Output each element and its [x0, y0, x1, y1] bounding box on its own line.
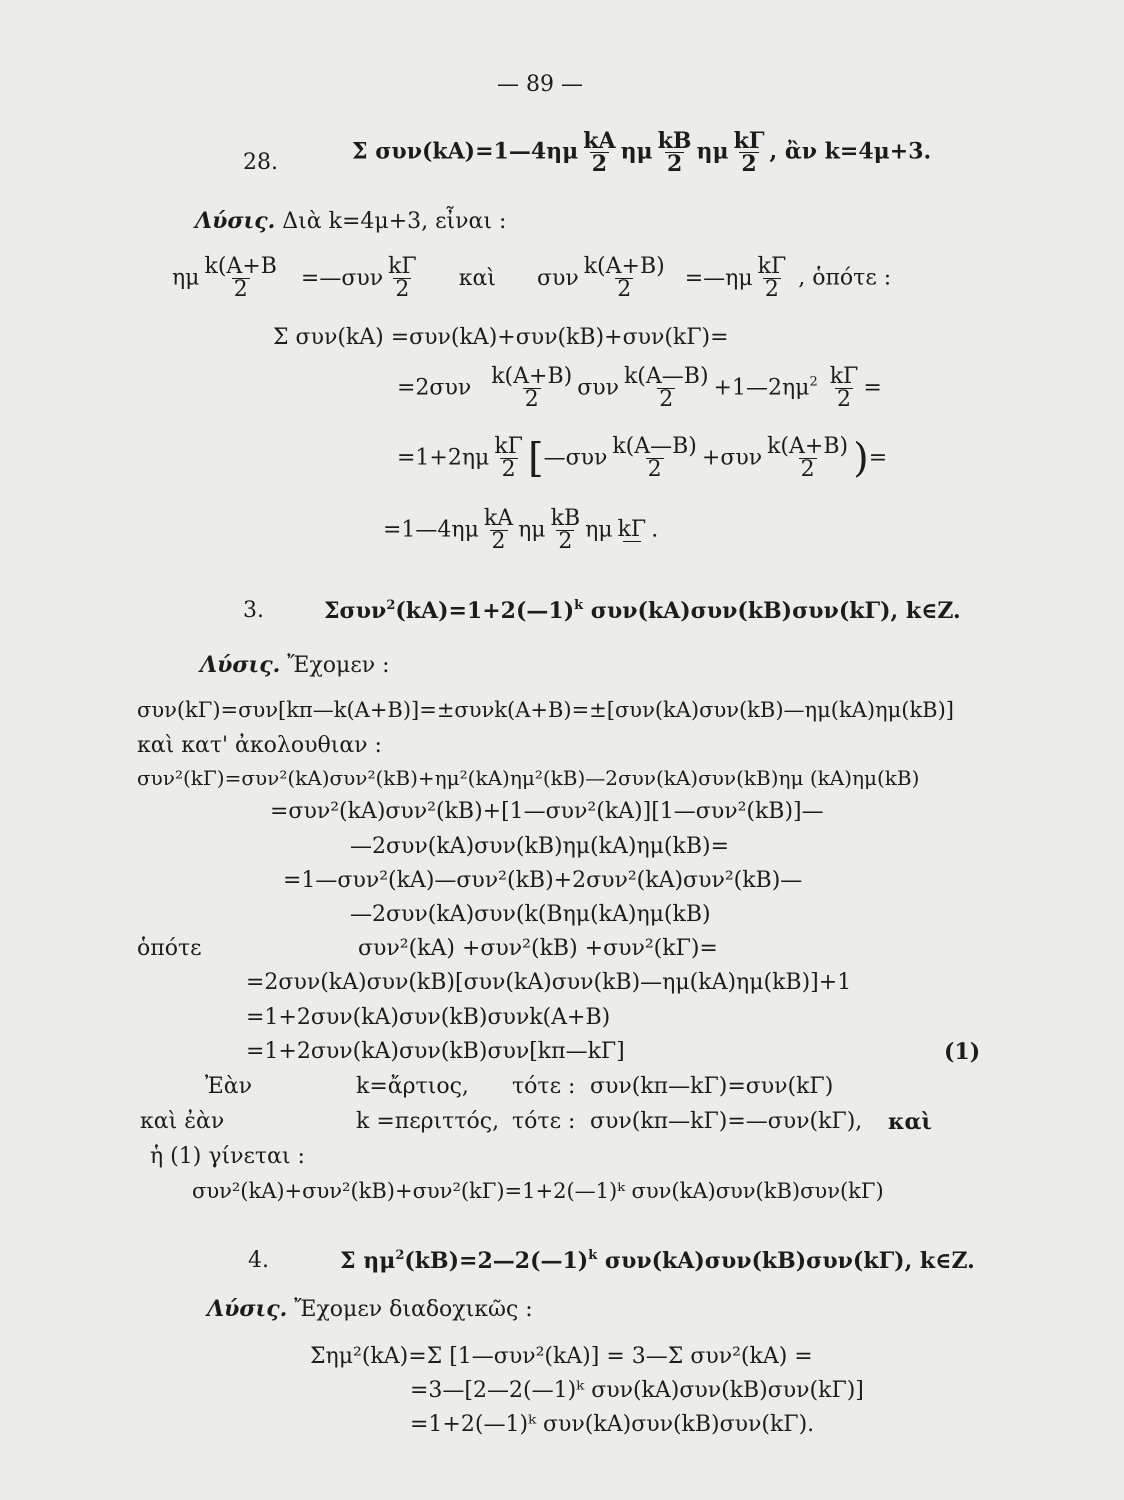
equation-tag: (1) — [944, 1039, 981, 1065]
fraction: $\frac{kB}{2}$ — [550, 506, 581, 554]
exponent: 2 — [395, 1248, 405, 1263]
solution-4-text: Ἔχομεν διαδοχικῶς : — [294, 1297, 533, 1322]
term: ημ — [172, 265, 200, 291]
term: . — [651, 517, 659, 543]
fraction: $\frac{k(A+B)}{2}$ — [491, 364, 573, 412]
solution-28-line-1 — [172, 256, 891, 301]
term: =1+2ημ — [397, 445, 490, 471]
term: καὶ — [458, 265, 496, 291]
fraction: $\frac{kA}{2}$ — [483, 506, 514, 554]
solution-28-line-2 — [397, 366, 882, 411]
solution-4-line-3: =1+2(—1)ᵏ συν(kA)συν(kB)συν(kΓ). — [410, 1412, 815, 1437]
solution-3-line-1: συν(kΓ)=συν[kπ—k(A+B)]=±συνk(A+B)=±[συν(kA)συν(kB)—ημ(kA)ημ(kB)] — [137, 698, 955, 722]
solution-3-line-13a: καὶ ἐὰν — [140, 1109, 225, 1134]
solution-28-line-3 — [397, 436, 887, 481]
solution-3-line-11: =1+2συν(kA)συν(kB)συν[kπ—kΓ] — [246, 1039, 625, 1064]
problem-28-tail: , ἂν k=4μ+3. — [769, 138, 932, 165]
solution-3-line-4: =συν²(kA)συν²(kB)+[1—συν²(kA)][1—συν²(kB)]— — [270, 799, 824, 824]
solution-label: Λύσις. — [195, 208, 276, 234]
problem-28-lhs: Σ συν(kA)=1—4ημ — [352, 138, 579, 165]
problem-3-statement — [324, 598, 961, 624]
fraction: $\frac{k\Gamma}{2}$ — [829, 364, 859, 412]
solution-3-line-15: συν²(kA)+συν²(kB)+συν²(kΓ)=1+2(—1)ᵏ συν(kA)συν(kB)συν(kΓ) — [192, 1179, 884, 1203]
solution-3-line-2: καὶ κατ' ἀκολουθιαν : — [137, 733, 382, 758]
solution-28-sum: Σ συν(kA) =συν(kA)+συν(kB)+συν(kΓ)= — [273, 325, 729, 350]
solution-3-line-6: =1—συν²(kA)—συν²(kB)+2συν²(kA)συν²(kB)— — [283, 868, 803, 893]
solution-3-line-13c: τότε : — [512, 1109, 576, 1134]
term: = — [863, 375, 882, 401]
solution-3-line-13d: συν(kπ—kΓ)=—συν(kΓ), — [590, 1109, 863, 1134]
solution-3-line-7: —2συν(kA)συν(k(Bημ(kA)ημ(kB) — [350, 902, 711, 927]
exponent: 2 — [386, 598, 396, 613]
solution-3-line-13e: καὶ — [888, 1109, 933, 1135]
solution-4-line-1: Σημ²(kA)=Σ [1—συν²(kA)] = 3—Σ συν²(kA) = — [310, 1344, 813, 1369]
fraction: $\frac{k\Gamma}{2}$ — [494, 434, 523, 482]
term: συν(kA)συν(kB)συν(kΓ), k∈Z. — [597, 1248, 975, 1274]
term: —συν — [543, 445, 608, 471]
page-number: — 89 — — [497, 72, 583, 97]
term: = — [868, 445, 888, 471]
term: συν — [577, 375, 619, 401]
term: (kB)=2—2(—1) — [404, 1248, 589, 1274]
solution-3-line-14: ἡ (1) γίνεται : — [150, 1144, 305, 1169]
solution-3-text: Ἔχομεν : — [287, 653, 390, 678]
term: ημ — [585, 517, 613, 543]
solution-3-line-13b: k =περιττός, — [356, 1109, 500, 1134]
solution-3-line-12c: τότε : — [512, 1074, 576, 1099]
term: +1—2ημ — [713, 375, 810, 401]
term: Σσυν — [324, 598, 387, 624]
solution-3-line-12 — [205, 1074, 252, 1100]
solution-4-line-2: =3—[2—2(—1)ᵏ συν(kA)συν(kB)συν(kΓ)] — [410, 1378, 864, 1403]
problem-4-statement — [340, 1248, 975, 1274]
solution-28-line-4 — [383, 508, 658, 553]
bracket: [ — [527, 435, 544, 482]
fraction: $\frac{k(A+B)}{2}$ — [583, 254, 665, 302]
term: , ὁπότε : — [798, 265, 892, 291]
term: =—ημ — [684, 265, 753, 291]
solution-4-intro — [207, 1296, 533, 1323]
fraction: kΓ — [617, 517, 647, 542]
exponent: k — [588, 1248, 598, 1263]
problem-28-number: 28. — [243, 150, 278, 175]
term: Σ ημ — [340, 1248, 396, 1274]
fraction: $\frac{k\Gamma}{2}$ — [757, 254, 787, 302]
term: ημ — [518, 517, 546, 543]
exponent: k — [574, 598, 584, 613]
solution-3-line-9: =2συν(kA)συν(kB)[συν(kA)συν(kB)—ημ(kA)ημ(kB)]+1 — [246, 970, 852, 995]
solution-3-line-5: —2συν(kA)συν(kB)ημ(kA)ημ(kB)= — [350, 834, 730, 859]
problem-28-statement — [352, 130, 931, 175]
term: =1—4ημ — [383, 517, 479, 543]
solution-3-line-8: συν²(kA) +συν²(kB) +συν²(kΓ)= — [358, 936, 718, 961]
solution-28-text: Διὰ k=4μ+3, εἶναι : — [282, 209, 507, 234]
fraction: $\frac{k\Gamma}{2}$ — [733, 128, 765, 177]
term: =2συν — [397, 375, 472, 401]
fraction: $\frac{k(A—B)}{2}$ — [612, 434, 697, 482]
problem-4-number: 4. — [248, 1248, 269, 1273]
solution-label: Λύσις. — [200, 652, 281, 678]
problem-3-number: 3. — [243, 598, 264, 623]
problem-28-term: ημ — [620, 138, 653, 165]
term: (kA)=1+2(—1) — [395, 598, 575, 624]
solution-label: Λύσις. — [207, 1296, 288, 1322]
fraction: $\frac{k\Gamma}{2}$ — [388, 254, 417, 302]
fraction: $\frac{k(A—B)}{2}$ — [623, 364, 709, 412]
bracket: ) — [853, 435, 869, 482]
term: +συν — [701, 445, 763, 471]
solution-3-line-12d: συν(kπ—kΓ)=συν(kΓ) — [590, 1074, 834, 1099]
exponent: 2 — [809, 374, 818, 390]
solution-3-intro — [200, 652, 390, 679]
fraction: $\frac{k(A+B}{2}$ — [204, 254, 277, 302]
solution-28-intro — [195, 208, 506, 235]
fraction: $\frac{kB}{2}$ — [657, 128, 692, 177]
term: συν(kA)συν(kB)συν(kΓ), k∈Z. — [583, 598, 961, 624]
fraction: $\frac{kA}{2}$ — [583, 128, 616, 177]
term: Ἐὰν — [205, 1074, 252, 1099]
solution-3-line-12b: k=ἄρτιος, — [356, 1074, 469, 1099]
solution-3-opote: ὁπότε — [137, 936, 202, 961]
term: =—συν — [300, 265, 384, 291]
fraction: $\frac{k(A+B)}{2}$ — [767, 434, 849, 482]
solution-3-line-3: συν²(kΓ)=συν²(kA)συν²(kB)+ημ²(kA)ημ²(kB)—2συν(kA)συν(kB)ημ (kA)ημ(kB) — [137, 766, 920, 790]
term: συν — [536, 265, 579, 291]
problem-28-term: ημ — [696, 138, 729, 165]
solution-3-line-10: =1+2συν(kA)συν(kB)συνk(A+B) — [246, 1005, 611, 1030]
